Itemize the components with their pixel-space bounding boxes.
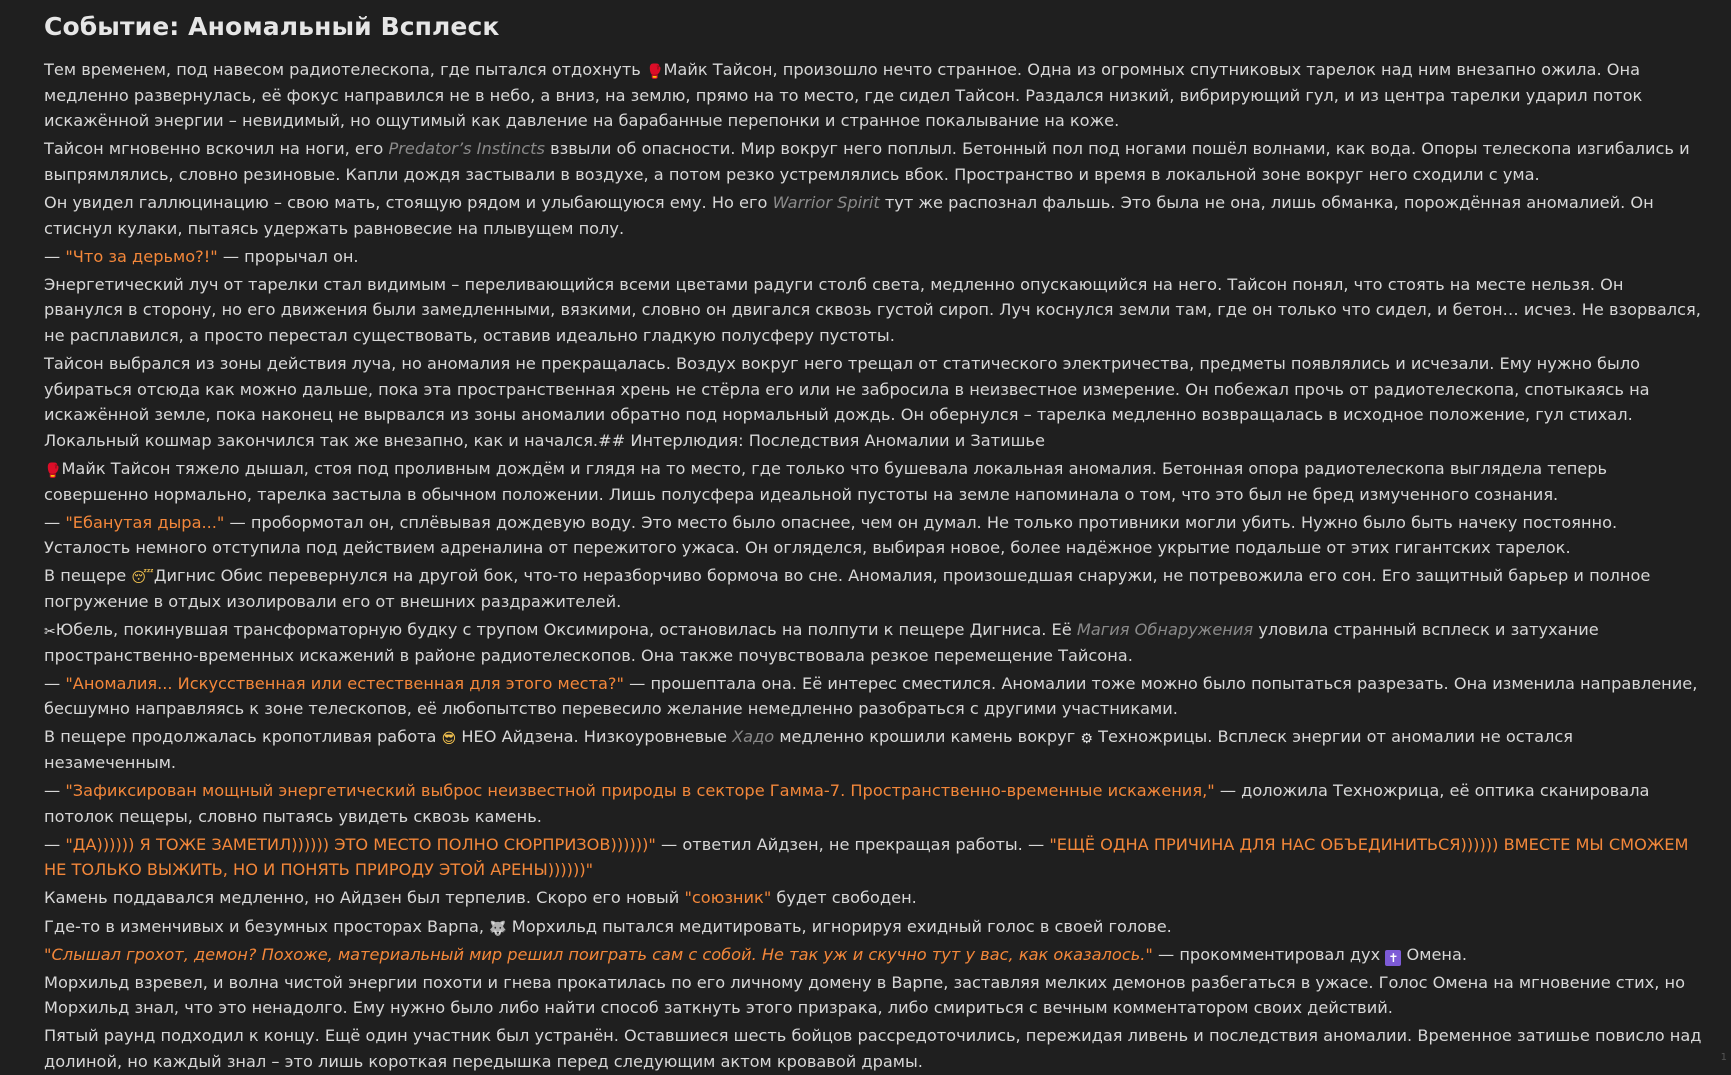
- dialogue-quote: "ЕЩЁ ОДНА ПРИЧИНА ДЛЯ НАС ОБЪЕДИНИТЬСЯ)))))) ВМЕСТЕ МЫ СМОЖЕМ НЕ ТОЛЬКО ВЫЖИТЬ, НО И ПОНЯТЬ ПРИРОДУ ЭТОЙ АРЕНЫ))))))": [44, 834, 1689, 880]
- text: будет свободен.: [776, 888, 917, 908]
- page-title: Событие: Аномальный Всплеск: [44, 12, 500, 41]
- paragraph-8: [44, 510, 1707, 561]
- paragraph-14: [44, 832, 1707, 883]
- text: Омена.: [1406, 944, 1468, 964]
- dialogue-quote: "Зафиксирован мощный энергетический выброс неизвестной природы в секторе Гамма-7. Пространственно-временные искажения,": [65, 781, 1215, 801]
- paragraph-4: [44, 244, 1707, 270]
- scissors-icon: ✂: [44, 623, 56, 640]
- skill-name: Predator’s Instincts: [388, 139, 545, 159]
- paragraph-17: [44, 942, 1707, 968]
- text: Юбель, покинувшая трансформаторную будку с трупом Оксимирона, остановилась на полпути к пещере Дигниса. Её: [55, 619, 1072, 639]
- skill-name: Warrior Spirit: [772, 192, 880, 212]
- dialogue-quote: "союзник": [684, 888, 772, 908]
- paragraph-19: [44, 1023, 1707, 1074]
- wolf-icon: 🐺: [489, 920, 507, 937]
- text: Майк Тайсон тяжело дышал, стоя под проливным дождём и глядя на то место, где только что бушевала локальная аномалия. Бетонная опора радиотелескопа выглядела теперь совершенно нормально, тарелка застыла в обычном положении. Лишь полусфера идеальной пустоты на земле напоминала о том, что это был не бред измученного сознания.: [44, 458, 1608, 504]
- text: Тем временем, под навесом радиотелескопа, где пытался отдохнуть: [44, 60, 641, 79]
- dialogue-quote: "Слышал грохот, демон? Похоже, материальный мир решил поиграть сам с собой. Не так уж и скучно тут у вас, как оказалось.": [44, 944, 1153, 964]
- text: уловила странный всплеск и затухание пространственно-временных искажений в районе радиотелескопов. Она также почувствовала резкое перемещение Тайсона.: [44, 619, 1599, 665]
- dash: —: [44, 246, 61, 266]
- text: Тайсон выбрался из зоны действия луча, но аномалия не прекращалась. Воздух вокруг него трещал от статического электричества, предметы появлялись и исчезали. Ему нужно было убираться отсюда как можно дальше, пока эта пространственная хрень не стёрла его или не забросила в неизвестное измерение. Он побежал прочь от радиотелескопа, спотыкаясь на искажённой земле, пока наконец не вырвался из зоны аномалии обратно под нормальный дождь. Он обернулся – тарелка медленно возвращалась в исходное положение, гул стихал. Локальный кошмар закончился так же внезапно, как и начался.## Интерлюдия: Последствия Аномалии и Затишье: [44, 354, 1650, 450]
- text: Где-то в изменчивых и безумных просторах Варпа,: [44, 916, 485, 936]
- page-number: 1: [1720, 1052, 1727, 1064]
- skill-name: Магия Обнаружения: [1076, 619, 1254, 639]
- dash: —: [44, 673, 61, 693]
- gear-icon: ⚙: [1080, 731, 1093, 748]
- text: Он увидел галлюцинацию – свою мать, стоящую рядом и улыбающуюся ему. Но его: [44, 192, 768, 212]
- paragraph-12: [44, 724, 1707, 775]
- dash: —: [44, 781, 61, 801]
- paragraph-6: [44, 351, 1707, 453]
- text: Майк Тайсон, произошло нечто странное. Одна из огромных спутниковых тарелок над ним внезапно ожила. Она медленно развернулась, её фокус направился не в небо, а вниз, на землю, прямо на то место, где сидел Тайсон. Раздался низкий, вибрирующий гул, и из центра тарелки ударил поток искажённой энергии – невидимый, но ощутимый как давление на барабанные перепонки и странное покалывание на коже.: [44, 60, 1643, 131]
- text: Камень поддавался медленно, но Айдзен был терпелив. Скоро его новый: [44, 888, 680, 908]
- paragraph-2: [44, 136, 1707, 187]
- text: взвыли об опасности. Мир вокруг него поплыл. Бетонный пол под ногами пошёл волнами, как вода. Опоры телескопа изгибались и выпрямлялись, словно резиновые. Капли дождя застывали в воздухе, а потом резко устремлялись вбок. Пространство и время в локальной зоне вокруг него сходили с ума.: [44, 139, 1690, 184]
- paragraph-3: [44, 190, 1707, 241]
- sunglasses-face-icon: 😎: [441, 731, 457, 748]
- text: — прошептала она. Её интерес сместился. Аномалии тоже можно было попытаться разрезать. Она изменила направление, бесшумно направляясь к зоне телескопов, её любопытство перевесило желание немедленно разобраться с другими участниками.: [44, 673, 1698, 719]
- boxing-glove-icon: 🥊: [646, 64, 664, 80]
- dialogue-quote: "Ебанутая дыра...": [65, 512, 225, 532]
- boxing-glove-icon: 🥊: [44, 462, 62, 479]
- text: — ответил Айдзен, не прекращая работы. —: [661, 834, 1045, 854]
- paragraph-1: [44, 57, 1707, 134]
- paragraph-5: [44, 272, 1707, 349]
- text: В пещере: [44, 566, 127, 586]
- paragraph-18: [44, 970, 1707, 1021]
- paragraph-16: [44, 914, 1707, 940]
- text: НЕО Айдзена. Низкоуровневые: [461, 727, 727, 747]
- paragraph-13: [44, 778, 1707, 829]
- text: Морхильд пытался медитировать, игнорируя ехидный голос в своей голове.: [511, 916, 1172, 936]
- paragraph-7: [44, 456, 1707, 507]
- text: — прорычал он.: [222, 246, 359, 266]
- text: медленно крошили камень вокруг: [779, 727, 1076, 747]
- dialogue-quote: "Что за дерьмо?!": [65, 246, 218, 266]
- text: Техножрицы. Всплеск энергии от аномалии не остался незамеченным.: [44, 727, 1573, 772]
- dialogue-quote: "Аномалия... Искусственная или естественная для этого места?": [65, 673, 624, 693]
- text: Энергетический луч от тарелки стал видимым – переливающийся всеми цветами радуги столб света, медленно опускающийся на него. Тайсон понял, что стоять на месте нельзя. Он рванулся в сторону, но его движения были замедленными, вязкими, словно он двигался сквозь густой сироп. Луч коснулся земли там, где он только что сидел, и бетон… исчез. Не взорвался, не расплавился, а просто перестал существовать, оставив идеально гладкую полусферу пустоты.: [44, 274, 1701, 345]
- paragraph-10: [44, 617, 1707, 668]
- paragraph-15: [44, 885, 1707, 911]
- text: тут же распознал фальшь. Это была не она, лишь обманка, порождённая аномалией. Он стиснул кулаки, пытаясь удержать равновесие на плывущем полу.: [44, 192, 1654, 238]
- text: — прокомментировал дух: [1158, 944, 1381, 964]
- text: Тайсон мгновенно вскочил на ноги, его: [44, 139, 384, 159]
- text: Дигнис Обис перевернулся на другой бок, что-то неразборчиво бормоча во сне. Аномалия, произошедшая снаружи, не потревожила его сон. Его защитный барьер и полное погружение в отдых изолировали его от внешних раздражителей.: [44, 566, 1651, 611]
- skill-name: Хадо: [732, 727, 775, 747]
- paragraph-9: [44, 563, 1707, 614]
- text: Пятый раунд подходил к концу. Ещё один участник был устранён. Оставшиеся шесть бойцов рассредоточились, пережидая ливень и последствия аномалии. Временное затишье повисло над долиной, но каждый знал – это лишь короткая передышка перед следующим актом кровавой драмы.: [44, 1026, 1702, 1071]
- dash: —: [44, 512, 61, 532]
- dash: —: [44, 834, 61, 854]
- text: — доложила Техножрица, её оптика сканировала потолок пещеры, словно пытаясь увидеть сквозь камень.: [44, 781, 1650, 826]
- paragraph-11: [44, 671, 1707, 722]
- text: — пробормотал он, сплёвывая дождевую воду. Это место было опаснее, чем он думал. Не только противники могли убить. Нужно было быть начеку постоянно. Усталость немного отступила под действием адреналина от пережитого ужаса. Он огляделся, выбирая новое, более надёжное укрытие подальше от этих гигантских тарелок.: [44, 512, 1618, 558]
- text: Морхильд взревел, и волна чистой энергии похоти и гнева прокатилась по его личному домену в Варпе, заставляя мелких демонов разбегаться в ужасе. Голос Омена на мгновение стих, но Морхильд знал, что это ненадолго. Ему нужно было либо найти способ заткнуть этого призрака, либо смириться с вечным комментатором своих действий.: [44, 972, 1686, 1018]
- cross-icon: ✝: [1385, 950, 1401, 966]
- dialogue-quote: "ДА)))))) Я ТОЖЕ ЗАМЕТИЛ)))))) ЭТО МЕСТО ПОЛНО СЮРПРИЗОВ))))))": [65, 834, 656, 854]
- sleeping-face-icon: 😴: [131, 570, 154, 587]
- text: В пещере продолжалась кропотливая работа: [44, 727, 437, 747]
